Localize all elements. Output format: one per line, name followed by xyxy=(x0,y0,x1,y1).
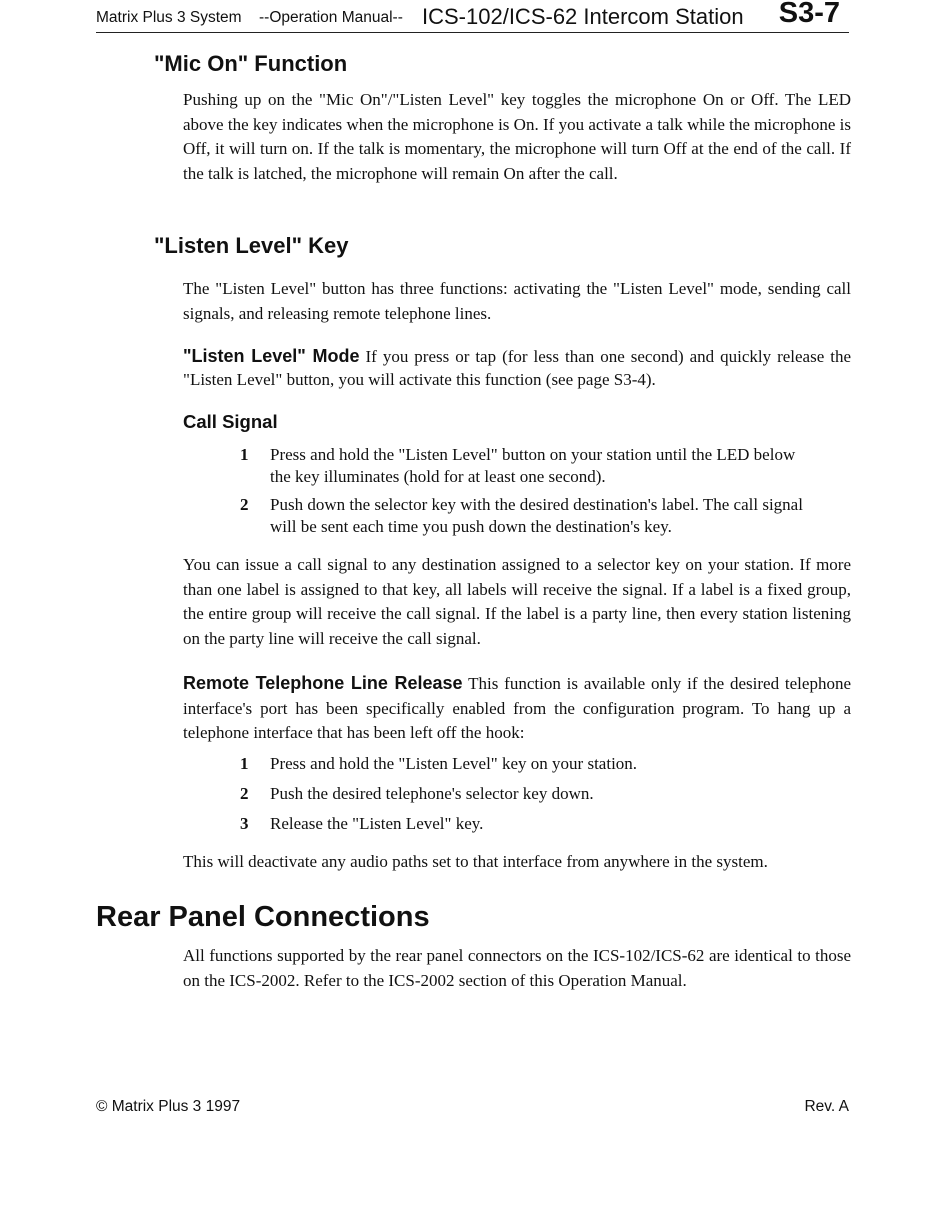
release-step xyxy=(240,753,810,775)
step-number: 1 xyxy=(240,754,249,773)
footer-revision: Rev. A xyxy=(804,1098,849,1115)
step-number: 2 xyxy=(240,495,249,514)
release-text: This function is available only if the desired telephone interface's port has been specifically enabled from the configuration program. To hang up a telephone interface that has been left off the hook: xyxy=(183,674,851,742)
header-page-number: S3-7 xyxy=(778,0,840,29)
listen-level-intro: The "Listen Level" button has three functions: activating the "Listen Level" mode, sending call signals, and releasing remote telephone lines. xyxy=(183,279,851,323)
header-manual-label: --Operation Manual-- xyxy=(259,9,403,26)
release-outro: This will deactivate any audio paths set to that interface from anywhere in the system. xyxy=(183,852,768,871)
mic-on-paragraph: Pushing up on the "Mic On"/"Listen Level" key toggles the microphone On or Off. The LED above the key indicates when the microphone is On. If you activate a talk while the microphone is Off, it will turn on. If the talk is momentary, the microphone will turn Off at the end of the call. If the talk is latched, the microphone will remain On after the call. xyxy=(183,90,851,183)
page-header xyxy=(96,0,849,33)
release-step xyxy=(240,813,810,835)
mic-on-heading: "Mic On" Function xyxy=(154,51,348,76)
step-text: Press and hold the "Listen Level" key on your station. xyxy=(270,754,638,773)
call-signal-step xyxy=(240,444,810,488)
step-number: 3 xyxy=(240,814,249,833)
release-paragraph xyxy=(183,671,851,746)
rear-panel-heading: Rear Panel Connections xyxy=(96,901,430,933)
step-text: Push the desired telephone's selector key down. xyxy=(270,784,594,803)
step-number: 2 xyxy=(240,784,249,803)
release-step xyxy=(240,783,810,805)
step-text: Press and hold the "Listen Level" button on your station until the LED below the key illuminates (hold for at least one second). xyxy=(270,445,796,486)
release-heading: Remote Telephone Line Release xyxy=(183,673,463,693)
step-text: Release the "Listen Level" key. xyxy=(270,814,484,833)
listen-level-mode-text: If you press or tap (for less than one second) and quickly release the "Listen Level" button, you will activate this function (see page S3-4). xyxy=(183,347,851,389)
listen-level-mode-heading: "Listen Level" Mode xyxy=(183,346,360,366)
header-system-name: Matrix Plus 3 System xyxy=(96,9,242,26)
call-signal-step xyxy=(240,494,810,538)
call-signal-heading: Call Signal xyxy=(183,411,278,432)
listen-level-heading: "Listen Level" Key xyxy=(154,233,349,258)
listen-level-mode-paragraph xyxy=(183,345,851,391)
header-document-title: ICS-102/ICS-62 Intercom Station xyxy=(422,4,744,29)
rear-panel-paragraph: All functions supported by the rear panel connectors on the ICS-102/ICS-62 are identical to those on the ICS-2002. Refer to the ICS-2002 section of this Operation Manual. xyxy=(183,946,851,990)
call-signal-paragraph: You can issue a call signal to any destination assigned to a selector key on your station. If more than one label is assigned to that key, all labels will receive the signal. If a label is a fixed group, the entire group will receive the call signal. If the label is a party line, then every station listening on the party line will receive the call signal. xyxy=(183,555,851,648)
footer-copyright: © Matrix Plus 3 1997 xyxy=(96,1098,241,1115)
step-text: Push down the selector key with the desired destination's label. The call signal will be sent each time you push down the destination's key. xyxy=(270,495,803,536)
step-number: 1 xyxy=(240,445,249,464)
